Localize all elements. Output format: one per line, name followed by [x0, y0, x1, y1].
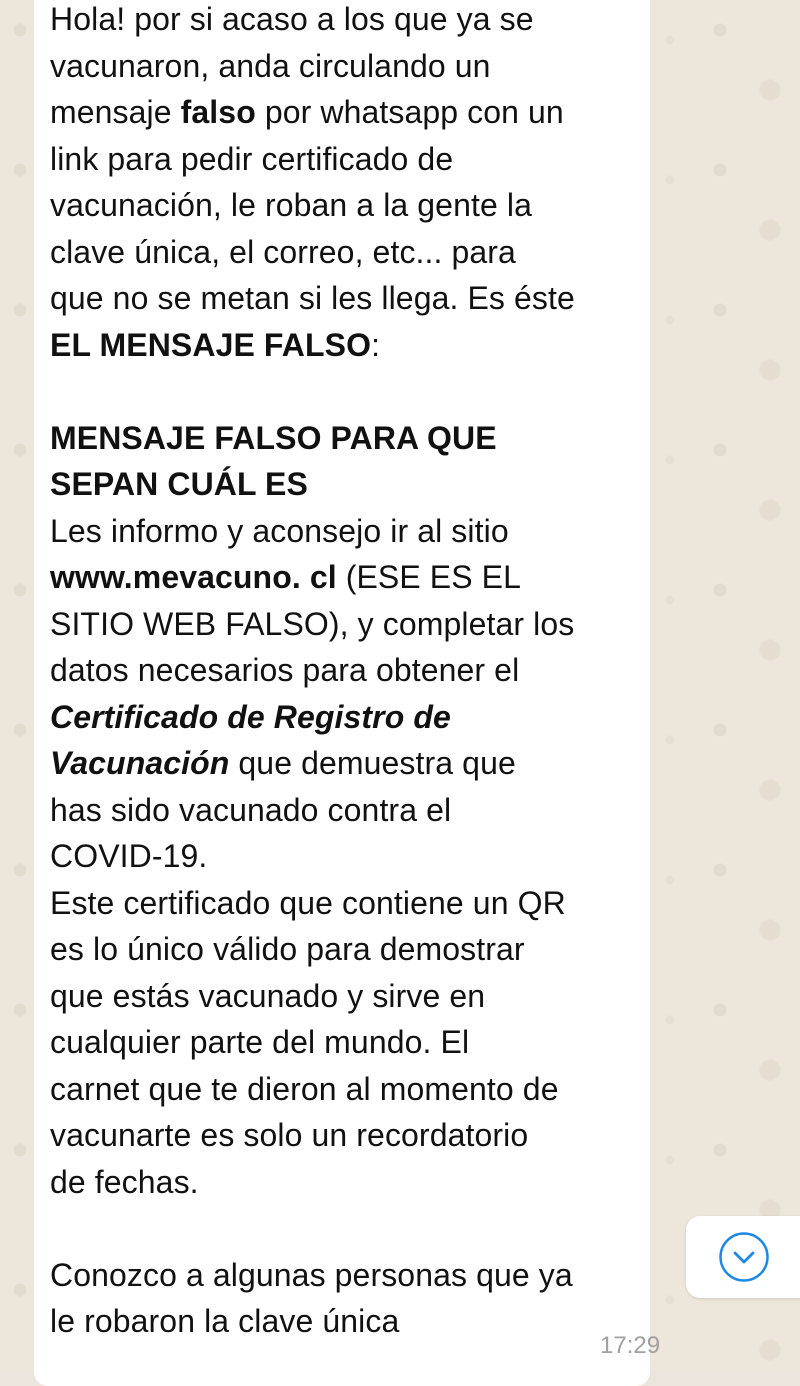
- message-text-run: le robaron la clave única: [50, 1303, 400, 1339]
- message-line: [50, 89, 642, 136]
- message-line: [50, 43, 642, 90]
- message-text-run: datos necesarios para obtener el: [50, 652, 520, 688]
- message-emphasis-run: www.mevacuno. cl: [50, 559, 337, 595]
- message-text-run: vacunarte es solo un recordatorio: [50, 1117, 529, 1153]
- message-text-run: link para pedir certificado de: [50, 140, 454, 177]
- message-line: [50, 833, 642, 880]
- message-line: [50, 1298, 642, 1345]
- message-line: [50, 182, 642, 229]
- message-line: [50, 926, 642, 973]
- message-text-run: de fechas.: [50, 1163, 199, 1200]
- message-text-run: vacunación, le roban a la gente la: [50, 187, 532, 223]
- message-text-run: vacunaron, anda circulando un: [50, 47, 491, 84]
- message-line: [50, 136, 642, 183]
- message-line: [50, 787, 642, 834]
- message-text-run: Hola! por si acaso a los que ya se: [50, 1, 534, 37]
- message-line: [50, 554, 642, 601]
- message-text-run: :: [371, 326, 381, 363]
- message-line: [50, 0, 642, 43]
- message-bubble[interactable]: [34, 0, 661, 1386]
- message-blank-line: [50, 368, 642, 415]
- message-line: [50, 694, 642, 741]
- message-line: [50, 415, 642, 462]
- message-emphasis-run: EL MENSAJE FALSO: [50, 326, 372, 363]
- chevron-down-icon: [718, 1231, 770, 1283]
- message-text-run: es lo único válido para demostrar: [50, 931, 525, 967]
- message-emphasis-run: SEPAN CUÁL ES: [50, 466, 308, 502]
- message-line: [50, 322, 642, 369]
- message-text-run: SITIO WEB FALSO), y completar los: [50, 605, 575, 642]
- message-emphasis-run: falso: [180, 94, 256, 130]
- message-line: [50, 461, 642, 508]
- message-line: [50, 508, 642, 555]
- message-text: [50, 0, 642, 1345]
- message-emphasis-run: MENSAJE FALSO PARA QUE: [50, 419, 497, 456]
- message-line: [50, 1159, 642, 1206]
- message-text-run: clave única, el correo, etc... para: [50, 233, 516, 270]
- message-line: [50, 973, 642, 1020]
- message-emphasis-run: Vacunación: [50, 745, 230, 781]
- message-text-run: por whatsapp con un: [255, 94, 564, 130]
- message-line: [50, 601, 642, 648]
- message-line: [50, 229, 642, 276]
- message-line: [50, 880, 642, 927]
- message-emphasis-run: Certificado de Registro de: [50, 698, 451, 735]
- message-blank-line: [50, 1205, 642, 1252]
- message-line: [50, 1019, 642, 1066]
- message-text-run: carnet que te dieron al momento de: [50, 1070, 559, 1107]
- message-text-run: cualquier parte del mundo. El: [50, 1024, 470, 1060]
- message-line: [50, 1252, 642, 1299]
- message-text-run: Este certificado que contiene un QR: [50, 884, 566, 921]
- message-line: [50, 1066, 642, 1113]
- message-text-run: (ESE ES EL: [336, 559, 522, 595]
- message-timestamp: 17:29: [600, 1332, 661, 1359]
- message-text-run: mensaje: [50, 94, 181, 130]
- message-text-run: Les informo y aconsejo ir al sitio: [50, 512, 509, 549]
- message-text-run: COVID-19.: [50, 838, 208, 874]
- message-text-run: que demuestra que: [229, 745, 516, 781]
- message-line: [50, 647, 642, 694]
- message-text-run: que estás vacunado y sirve en: [50, 977, 486, 1014]
- message-line: [50, 275, 642, 322]
- scroll-to-bottom-button[interactable]: [686, 1216, 800, 1298]
- message-text-run: Conozco a algunas personas que ya: [50, 1256, 573, 1293]
- message-line: [50, 740, 642, 787]
- message-line: [50, 1112, 642, 1159]
- message-text-run: que no se metan si les llega. Es éste: [50, 280, 575, 316]
- message-text-run: has sido vacunado contra el: [50, 791, 452, 828]
